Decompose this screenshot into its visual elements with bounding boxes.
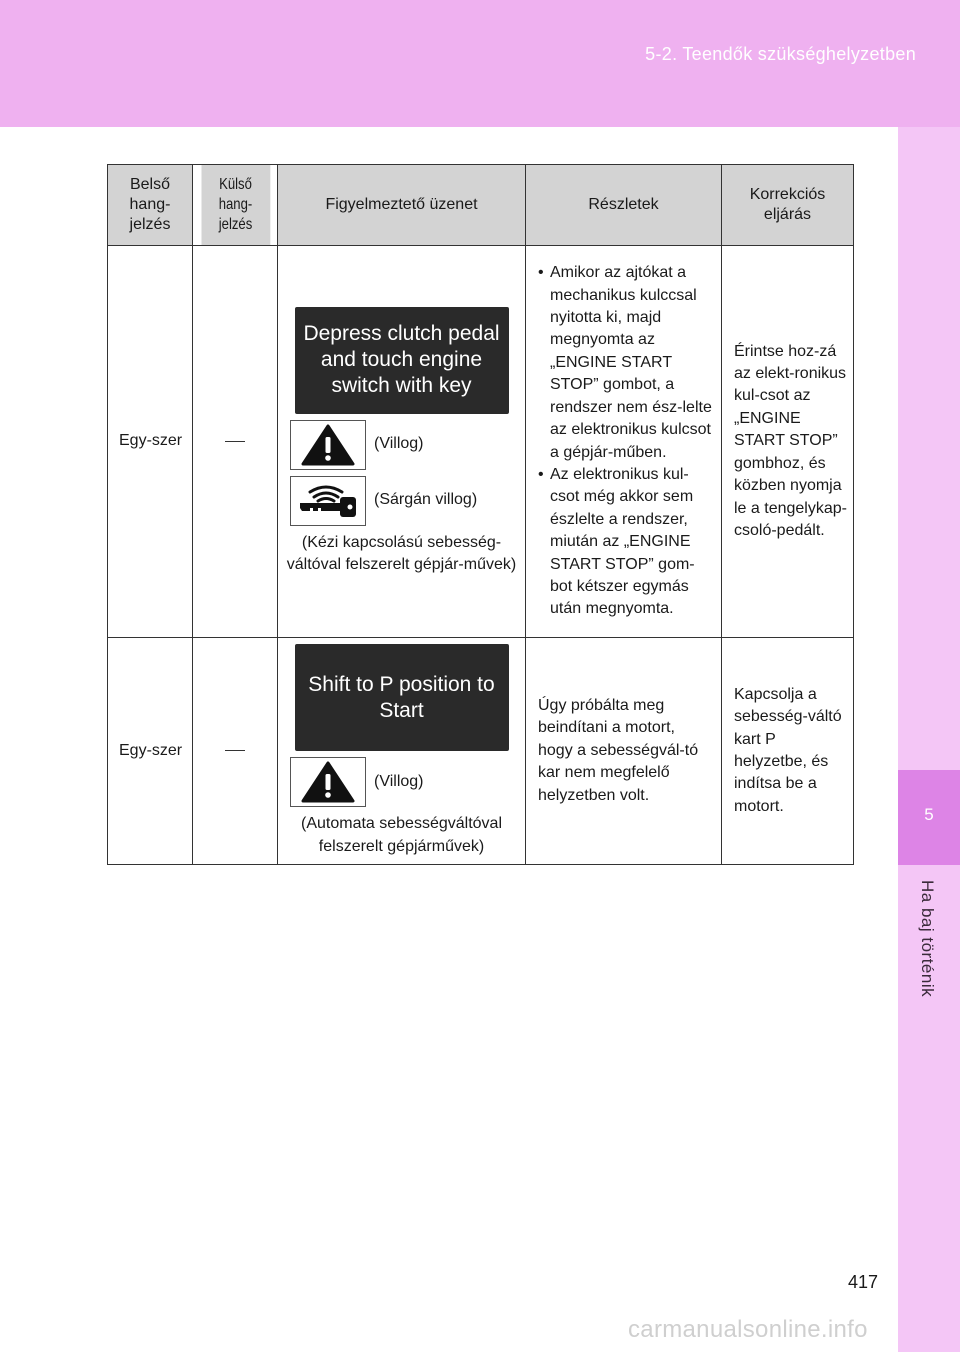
- details-cell: Úgy próbálta meg beindítani a motort, hogy a sebességvál-tó kar nem megfelelő helyzetben volt.: [526, 638, 722, 865]
- warning-triangle-icon: [290, 420, 366, 470]
- side-tab-label: Ha baj történik: [918, 880, 937, 998]
- list-item: • Az elektronikus kul-csot még akkor sem észlelte a rendszer, miután az „ENGINE START STOP” gom-bot kétszer egymás után megnyomta.: [538, 464, 713, 621]
- dash-mark: [225, 441, 245, 442]
- internal-buzzer-cell: Egy-szer: [108, 246, 193, 638]
- side-tab-background: [898, 127, 960, 1352]
- external-buzzer-cell: [193, 638, 278, 865]
- warning-message-cell: [278, 638, 526, 865]
- header-internal-buzzer: Belső hang-jelzés: [108, 165, 193, 246]
- indicator-label: (Villog): [374, 772, 424, 790]
- external-buzzer-cell: [193, 246, 278, 638]
- electronic-key-icon: [290, 476, 366, 526]
- header-correction: Korrekciós eljárás: [722, 165, 854, 246]
- watermark: carmanualsonline.info: [628, 1316, 868, 1343]
- vehicle-note: (Kézi kapcsolású sebesség-váltóval felszerelt gépjár-művek): [286, 533, 517, 573]
- indicator-row: [290, 757, 525, 807]
- details-cell: [526, 246, 722, 638]
- table-row: [108, 246, 854, 638]
- header-external-buzzer: Külső hang-jelzés: [200, 165, 270, 246]
- warning-display-message: Shift to P position to Start: [295, 644, 509, 751]
- warning-display-message: Depress clutch pedal and touch engine switch with key: [295, 307, 509, 414]
- indicator-row: [290, 476, 525, 526]
- header-warning-message: Figyelmeztető üzenet: [278, 165, 526, 246]
- dash-mark: [225, 750, 245, 751]
- indicator-label: (Villog): [374, 435, 424, 453]
- vehicle-note: (Automata sebességváltóval felszerelt gépjárművek): [301, 815, 502, 855]
- warning-triangle-icon: [290, 757, 366, 807]
- details-list: [526, 262, 721, 621]
- indicator-label: (Sárgán villog): [374, 491, 478, 509]
- header-details: Részletek: [526, 165, 722, 246]
- warning-table: [107, 164, 854, 865]
- section-title: 5-2. Teendők szükséghelyzetben: [645, 44, 916, 64]
- warning-message-cell: [278, 246, 526, 638]
- list-item: • Amikor az ajtókat a mechanikus kulccsal nyitotta ki, majd megnyomta az „ENGINE START STOP” gombot, a rendszer nem ész-lelte az elektronikus kulcsot a gépjár-műben.: [538, 262, 713, 464]
- side-tab-number: 5: [924, 805, 934, 824]
- correction-cell: Kapcsolja a sebesség-váltó kart P helyzetbe, és indítsa be a motort.: [722, 638, 854, 865]
- indicator-row: [290, 420, 525, 470]
- page-number: 417: [848, 1272, 879, 1292]
- table-row: [108, 638, 854, 865]
- internal-buzzer-cell: Egy-szer: [108, 638, 193, 865]
- correction-cell: Érintse hoz-zá az elekt-ronikus kul-csot az „ENGINE START STOP” gombhoz, és közben nyomja le a tengelykap-csoló-pedált.: [722, 246, 854, 638]
